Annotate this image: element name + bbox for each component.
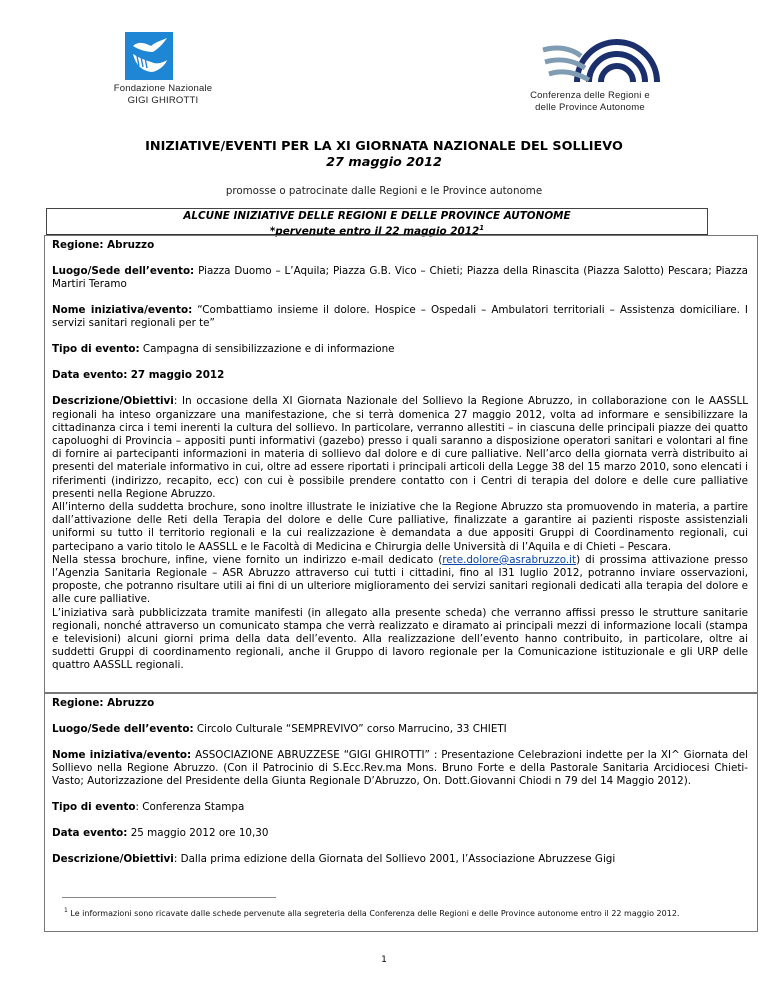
page-title — [0, 139, 768, 171]
regione-label: Regione: Abruzzo — [52, 239, 155, 251]
footnote-ref[interactable]: 1 — [479, 224, 485, 232]
regione-label: Regione: Abruzzo — [52, 697, 155, 709]
footnote — [64, 905, 724, 920]
descr-p1: : In occasione della XI Giornata Nazionale del Sollievo la Regione Abruzzo, in collaborazione con le AASSLL regionali ha inteso organizzare una manifestazione, che si terrà domenica 27 maggio 2012, volta ad informare e sensibilizzare la cittadinanza circa i temi inerenti la cultura del sollievo. In particolare, verranno allestiti – in ciascuna delle principali piazze dei quatto capoluoghi di Provincia – appositi punti informativi (gazebo) presso i quali saranno a disposizione operatori sanitari e volontari al fine di fornire ai partecipanti informazioni in materia di sollievo dal dolore e di cure palliative. Nell’arco della giornata verrà distribuito ai presenti del materiale informativo in cui, oltre ad essere riportati i principali articoli della Legge 38 del 15 marzo 2010, sono elencati i riferimenti (indirizzo, recapito, ecc) con cui è possibile prendere contatto con i Centri di terapia del dolore e delle cure palliative presenti nella Regione Abruzzo. — [52, 395, 748, 500]
luogo-value: Circolo Culturale “SEMPREVIVO” corso Marrucino, 33 CHIETI — [196, 723, 507, 735]
data-label: Data evento: — [52, 827, 128, 840]
section-header-line1: ALCUNE INIZIATIVE DELLE REGIONI E DELLE PROVINCE AUTONOME — [183, 210, 571, 222]
dove-hands-icon — [125, 32, 173, 80]
email-link[interactable]: rete.dolore@asrabruzzo.it — [442, 553, 577, 566]
data-label: Data evento: — [52, 369, 128, 382]
footnote-text: Le informazioni sono ricavate dalle schede pervenute alla segreteria della Conferenza delle Regioni e delle Province autonome entro il 22 maggio 2012. — [70, 909, 680, 918]
entry-card — [44, 692, 758, 932]
nome-value: “Combattiamo insieme il dolore. Hospice – Ospedali – Ambulatori territoriali – Assistenza domiciliare. I servizi sanitari regionali per te” — [52, 304, 748, 330]
descr-p1: : Dalla prima edizione della Giornata del Sollievo 2001, l’Associazione Abruzzese Gigi — [173, 853, 616, 866]
logo-left-line1: Fondazione Nazionale — [113, 83, 213, 94]
entry-card — [44, 235, 758, 694]
data-value: 27 maggio 2012 — [130, 369, 225, 382]
arcs-icon — [480, 32, 700, 84]
nome-label: Nome iniziativa/evento: — [52, 304, 193, 317]
descr-p2: All’interno della suddetta brochure, sono inoltre illustrate le iniziative che la Regione Abruzzo sta promuovendo in materia, a partire dall’attivazione delle Reti della Terapia del dolore e delle Cure palliative, finalizzate a garantire ai pazienti risposte assistenziali uniformi su tutto il territorio regionali e la cui realizzazione è demandata a due appositi Gruppi di Coordinamento regionali, cui partecipano a vario titolo le AASSLL e le Facoltà di Medicina e Chirurgia delle Università di l’Aquila e di Chieti – Pescara. — [52, 501, 748, 553]
section-header-line2: *pervenute entro il 22 maggio 2012$^1$ — [269, 224, 485, 238]
nome-label: Nome iniziativa/evento: — [52, 749, 192, 761]
logo-right-line1: Conferenza delle Regioni e — [530, 90, 650, 101]
footnote-divider — [62, 897, 276, 898]
luogo-label: Luogo/Sede dell’evento: — [52, 723, 194, 735]
page-number: 1 — [381, 955, 387, 965]
descr-p4: L’iniziativa sarà pubblicizzata tramite manifesti (in allegato alla presente scheda) che verranno affissi presso le strutture sanitarie regionali, nonché attraverso un comunicato stampa che verrà realizzato e diramato ai principali mezzi di informazione locali (stampa e televisioni) alcuni giorni prima della data dell’evento. Alla realizzazione dell’evento hanno contribuito, in particolare, oltre ai suddetti Gruppi di coordinamento regionali, anche il Gruppo di lavoro regionale per la Comunicazione istituzionale e gli URP delle quattro AASSLL regionali. — [52, 606, 748, 672]
logo-left-line2: GIGI GHIROTTI — [127, 95, 199, 106]
section-header-box — [46, 208, 708, 238]
title-line1: INIZIATIVE/EVENTI PER LA XI GIORNATA NAZIONALE DEL SOLLIEVO — [145, 139, 623, 154]
luogo-value: Piazza Duomo – L’Aquila; Piazza G.B. Vico – Chieti; Piazza della Rinascita (Piazza Salotto) Pescara; Piazza Martiri Teramo — [52, 265, 748, 291]
title-date: 27 maggio 2012 — [326, 155, 442, 170]
tipo-label: Tipo di evento: — [52, 343, 140, 356]
logo-conferenza-regioni — [480, 32, 700, 114]
tipo-value: : Conferenza Stampa — [135, 801, 245, 814]
descr-label: Descrizione/Obiettivi — [52, 853, 174, 866]
logo-right-line2: delle Province Autonome — [535, 102, 645, 113]
nome-value: ASSOCIAZIONE ABRUZZESE “GIGI GHIROTTI” : Presentazione Celebrazioni indette per la XI^ Giornata del Sollievo nella Regione Abruzzo. (Con il Patrocinio di S.Ecc.Rev.ma Mons. Bruno Forte e della Pastorale Sanitaria Arcidiocesi Chieti-Vasto; Autorizzazione del Presidente della Giunta Regionale D’Abruzzo, On. Dott.Giovanni Chiodi n 79 del 14 Maggio 2012). — [52, 749, 749, 788]
logo-fondazione-ghirotti — [78, 32, 248, 107]
footnote-number: 1 — [64, 907, 68, 914]
luogo-label: Luogo/Sede dell’evento: — [52, 265, 195, 277]
tipo-label: Tipo di evento — [52, 801, 136, 814]
tipo-value: Campagna di sensibilizzazione e di informazione — [142, 343, 395, 356]
descr-p3: Nella stessa brochure, infine, viene fornito un indirizzo e-mail dedicato (rete.dolore@asrabruzzo.it) di prossima attivazione presso l’Agenzia Sanitaria Regionale – ASR Abruzzo attraverso cui tutti i cittadini, fino al l31 luglio 2012, potranno inviare osservazioni, proposte, che potranno risultare utili ai fini di un ulteriore miglioramento dei servizi sanitari regionali dedicati alla terapia del dolore e alle cure palliative. — [52, 553, 749, 606]
descr-label: Descrizione/Obiettivi — [52, 395, 174, 408]
page-subtitle: promosse o patrocinate dalle Regioni e le Province autonome — [225, 185, 543, 197]
data-value: 25 maggio 2012 ore 10,30 — [130, 827, 269, 840]
